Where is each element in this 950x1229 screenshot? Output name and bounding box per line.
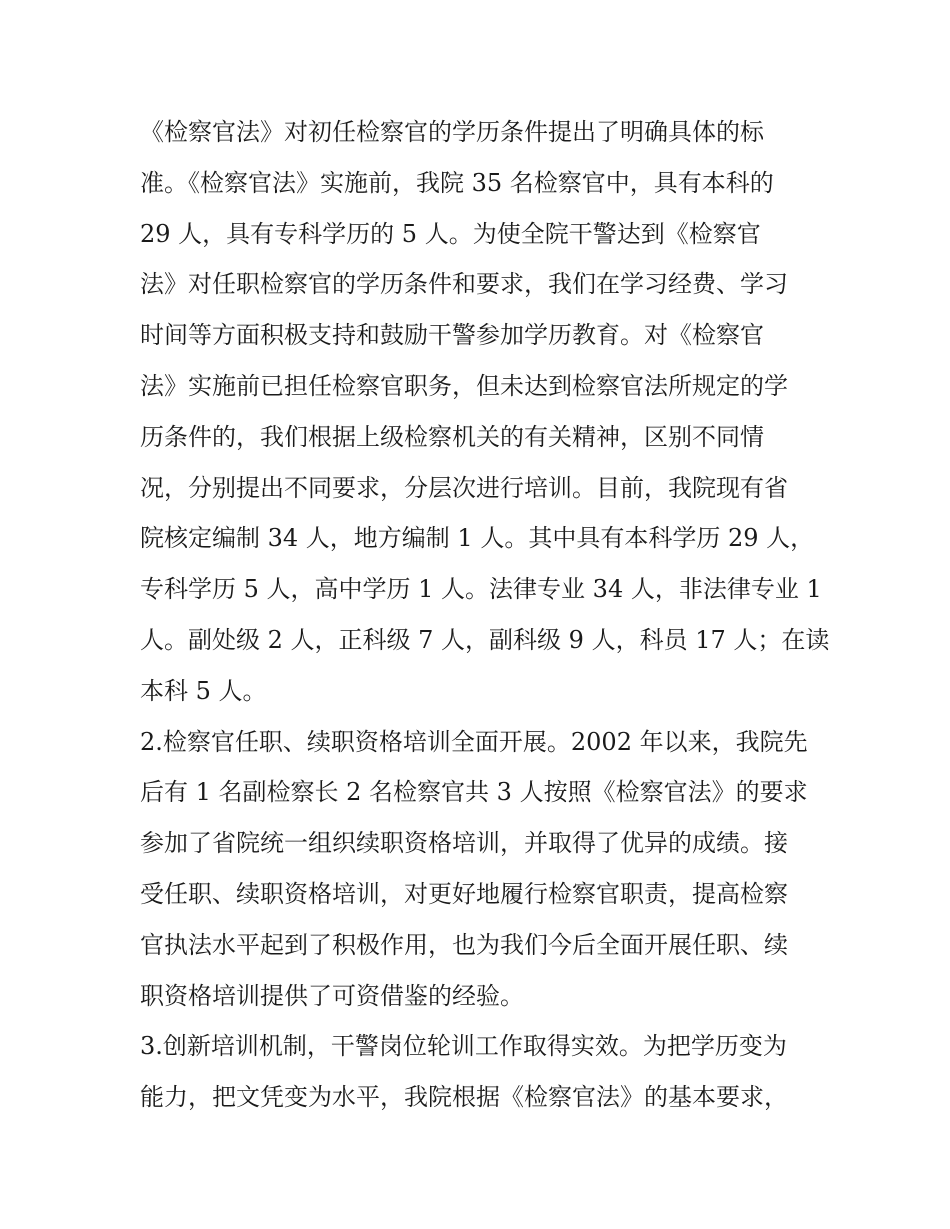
text-line: 时间等方面积极支持和鼓励干警参加学历教育。对《检察官	[140, 321, 764, 350]
body-text	[140, 107, 830, 1123]
text-line: 后有 1 名副检察长 2 名检察官共 3 人按照《检察官法》的要求	[140, 778, 808, 807]
text-line: 人。副处级 2 人，正科级 7 人，副科级 9 人，科员 17 人；在读	[140, 625, 830, 654]
text-line: 法》实施前已担任检察官职务，但未达到检察官法所规定的学	[140, 371, 788, 400]
text-line: 受任职、续职资格培训，对更好地履行检察官职责，提高检察	[140, 879, 788, 908]
text-line: 专科学历 5 人，高中学历 1 人。法律专业 34 人，非法律专业 1	[140, 575, 822, 604]
text-line: 官执法水平起到了积极作用，也为我们今后全面开展任职、续	[140, 930, 788, 959]
text-line: 历条件的，我们根据上级检察机关的有关精神，区别不同情	[140, 422, 764, 451]
text-line: 《检察官法》对初任检察官的学历条件提出了明确具体的标	[140, 118, 764, 146]
text-line: 法》对任职检察官的学历条件和要求，我们在学习经费、学习	[140, 270, 788, 299]
text-line: 院核定编制 34 人，地方编制 1 人。其中具有本科学历 29 人，	[140, 524, 815, 553]
text-line: 况，分别提出不同要求，分层次进行培训。目前，我院现有省	[140, 473, 788, 502]
text-line: 3.创新培训机制，干警岗位轮训工作取得实效。为把学历变为	[140, 1032, 787, 1061]
text-line: 准。《检察官法》实施前，我院 35 名检察官中，具有本科的	[140, 168, 774, 197]
text-line: 本科 5 人。	[140, 676, 267, 705]
text-line: 职资格培训提供了可资借鉴的经验。	[140, 981, 524, 1010]
text-line: 2.检察官任职、续职资格培训全面开展。2002 年以来，我院先	[140, 727, 808, 756]
text-line: 29 人，具有专科学历的 5 人。为使全院干警达到《检察官	[140, 219, 761, 248]
text-line: 能力，把文凭变为水平，我院根据《检察官法》的基本要求，	[140, 1083, 788, 1112]
text-line: 参加了省院统一组织续职资格培训，并取得了优异的成绩。接	[140, 829, 788, 858]
